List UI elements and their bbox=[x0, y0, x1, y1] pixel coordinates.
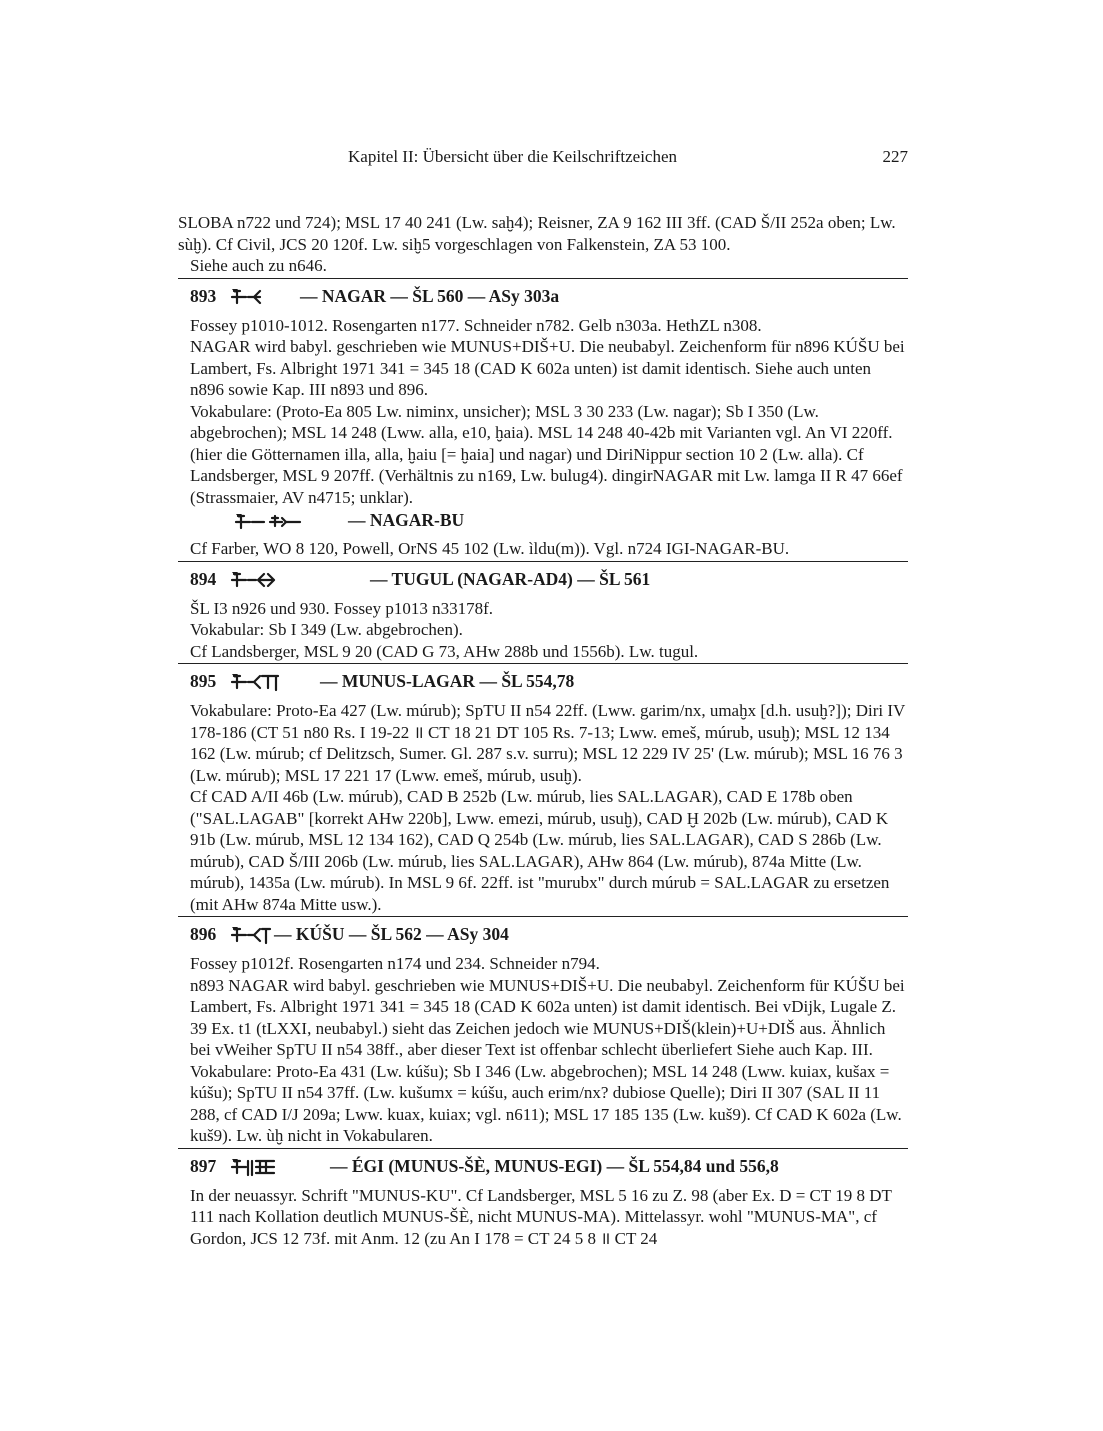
page-number: 227 bbox=[882, 147, 908, 166]
entry-title: — TUGUL (NAGAR-AD4) — ŠL 561 bbox=[370, 568, 651, 589]
subentry-title: — NAGAR-BU bbox=[348, 510, 465, 530]
entry-paragraph: Cf Landsberger, MSL 9 20 (CAD G 73, AHw 288b und 1556b). Lw. tugul. bbox=[190, 641, 699, 661]
entry-paragraph: NAGAR wird babyl. geschrieben wie MUNUS+DIŠ+U. Die neubabyl. Zeichenform für n896 KÚŠU bei Lambert, Fs. Albright 1971 341 = 345 18 (CAD K 602a unten) ist damit identisch. Siehe auch unten n896 sowie Kap. III n893 und 896. bbox=[190, 337, 905, 399]
cuneiform-nagar-bu-sign-icon bbox=[234, 512, 314, 532]
divider bbox=[178, 278, 908, 279]
entry-paragraph: Vokabular: Sb I 349 (Lw. abgebrochen). bbox=[190, 620, 463, 639]
subentry-heading bbox=[178, 510, 908, 534]
entry-number: 894 bbox=[190, 568, 217, 589]
intro-paragraph: SLOBA n722 und 724); MSL 17 40 241 (Lw. saḫ4); Reisner, ZA 9 162 III 3ff. (CAD Š/II 252a oben; Lw. sùḫ). Cf Civil, JCS 20 120f. Lw. siḫ5 vorgeschlagen von Falkenstein, ZA 53 100. bbox=[178, 213, 896, 254]
divider bbox=[178, 663, 908, 664]
entry-title: — NAGAR — ŠL 560 — ASy 303a bbox=[300, 285, 560, 306]
entry-paragraph: Cf CAD A/II 46b (Lw. múrub), CAD B 252b (Lw. múrub, lies SAL.LAGAR), CAD E 178b oben ("SAL.LAGAB" [korrekt AHw 220b], Lww. emezi, múrub, usuḫ), CAD Ḫ 202b (Lw. múrub), CAD K 91b (Lw. múrub, MSL 12 134 162), CAD Q 254b (Lw. múrub, lies SAL.LAGAR), CAD S 286b (Lw. múrub), CAD Š/III 206b (Lw. múrub, lies SAL.LAGAR), AHw 864 (Lw. múrub), 874a Mitte (Lw. múrub), 1435a (Lw. múrub). In MSL 9 6f. 22ff. ist "murubx" durch múrub = SAL.LAGAR zu ersetzen (mit AHw 874a Mitte usw.). bbox=[190, 787, 890, 914]
chapter-title: Kapitel II: Übersicht über die Keilschriftzeichen bbox=[348, 147, 678, 166]
cuneiform-munus-lagar-sign-icon bbox=[230, 672, 292, 692]
entry-heading-894 bbox=[190, 568, 908, 590]
cuneiform-tugul-sign-icon bbox=[230, 570, 286, 590]
entry-number: 893 bbox=[190, 285, 217, 306]
entry-paragraph: Vokabulare: Proto-Ea 427 (Lw. múrub); SpTU II n54 22ff. (Lww. garim/nx, umaḫx [d.h. usuḫ?]); Diri IV 178-186 (CT 51 n80 Rs. I 19-22 ॥ CT 18 21 DT 105 Rs. 7-13; Lww. emeš, múrub, usuḫ); MSL 12 134 162 (Lw. múrub; cf Delitzsch, Sumer. Gl. 287 s.v. surru); MSL 12 229 IV 25' (Lw. múrub); MSL 16 76 3 (Lw. múrub); MSL 17 221 17 (Lww. emeš, múrub, usuḫ). bbox=[190, 701, 905, 785]
entry-paragraph: Fossey p1010-1012. Rosengarten n177. Schneider n782. Gelb n303a. HethZL n308. bbox=[190, 315, 762, 335]
divider bbox=[178, 561, 908, 562]
entry-heading-895 bbox=[190, 670, 908, 692]
entry-paragraph: ŠL I3 n926 und 930. Fossey p1013 n33178f. bbox=[190, 598, 494, 618]
entry-paragraph: n893 NAGAR wird babyl. geschrieben wie MUNUS+DIŠ+U. Die neubabyl. Zeichenform für KÚŠU bei Lambert, Fs. Albright 1971 341 = 345 18 (CAD K 602a unten) ist damit identisch. Bei vDijk, Lugale Z. 39 Ex. t1 (tLXXI, neubabyl.) sieht das Zeichen jedoch wie MUNUS+DIŠ(klein)+U+DIŠ aus. Ähnlich bei vWeiher SpTU II n54 38ff., aber dieser Text ist offenbar schlecht überliefert Siehe auch Kap. III. bbox=[190, 975, 905, 1059]
cuneiform-kusu-sign-icon bbox=[230, 925, 274, 945]
cuneiform-egi-sign-icon bbox=[230, 1157, 282, 1179]
entry-paragraph: Fossey p1012f. Rosengarten n174 und 234. Schneider n794. bbox=[190, 954, 600, 973]
entry-paragraph: Vokabulare: Proto-Ea 431 (Lw. kúšu); Sb I 346 (Lw. abgebrochen); MSL 14 248 (Lww. kuiax, kušax = kúšu); SpTU II n54 37ff. (Lw. kušumx = kúšu, auch erim/nx? dubiose Quelle); Diri II 307 (SAL II 11 288, cf CAD I/J 209a; Lww. kuax, kuiax; vgl. n611); MSL 17 185 135 (Lw. kuš9). Cf CAD K 602a (Lw. kuš9). Lw. ùḫ nicht in Vokabularen. bbox=[190, 1061, 902, 1145]
entry-paragraph: Cf Farber, WO 8 120, Powell, OrNS 45 102 (Lw. ìldu(m)). Vgl. n724 IGI-NAGAR-BU. bbox=[190, 539, 790, 558]
divider bbox=[178, 916, 908, 917]
entry-title: — KÚŠU — ŠL 562 — ASy 304 bbox=[274, 924, 509, 944]
entry-title: — ÉGI (MUNUS-ŠÈ, MUNUS-EGI) — ŠL 554,84 und 556,8 bbox=[330, 1155, 779, 1176]
entry-heading-896 bbox=[190, 923, 908, 945]
divider bbox=[178, 1148, 908, 1149]
entry-title: — MUNUS-LAGAR — ŠL 554,78 bbox=[320, 671, 575, 691]
entry-paragraph: In der neuassyr. Schrift "MUNUS-KU". Cf Landsberger, MSL 5 16 zu Z. 98 (aber Ex. D = CT 19 8 DT 111 nach Kollation deutlich MUNUS-ŠÈ, nicht MUNUS-MA). Mittelassyr. wohl "MUNUS-MA", cf Gordon, JCS 12 73f. mit Anm. 12 (zu An I 178 = CT 24 5 8 ॥ CT 24 bbox=[190, 1185, 892, 1248]
entry-number: 895 bbox=[190, 671, 217, 691]
entry-paragraph: Vokabulare: (Proto-Ea 805 Lw. niminx, unsicher); MSL 3 30 233 (Lw. nagar); Sb I 350 (Lw. abgebrochen); MSL 14 248 (Lww. alla, e10, ḫaia). MSL 14 248 40-42b mit Varianten vgl. An VI 220ff. (hier die Götternamen illa, alla, ḫaiu [= ḫaia] und nagar) und DiriNippur section 10 2 (Lw. alla). Cf Landsberger, MSL 9 207ff. (Verhältnis zu n169, Lw. bulug4). dingirNAGAR mit Lw. lamga II R 47 66ef (Strassmaier, AV n4715; unklar). bbox=[190, 401, 903, 507]
cuneiform-nagar-sign-icon bbox=[230, 287, 270, 307]
entry-heading-897 bbox=[190, 1155, 908, 1177]
entry-heading-893 bbox=[190, 285, 908, 307]
entry-number: 896 bbox=[190, 924, 217, 944]
intro-see-also: Siehe auch zu n646. bbox=[190, 256, 327, 275]
page-content bbox=[178, 212, 908, 1249]
entry-number: 897 bbox=[190, 1155, 217, 1176]
